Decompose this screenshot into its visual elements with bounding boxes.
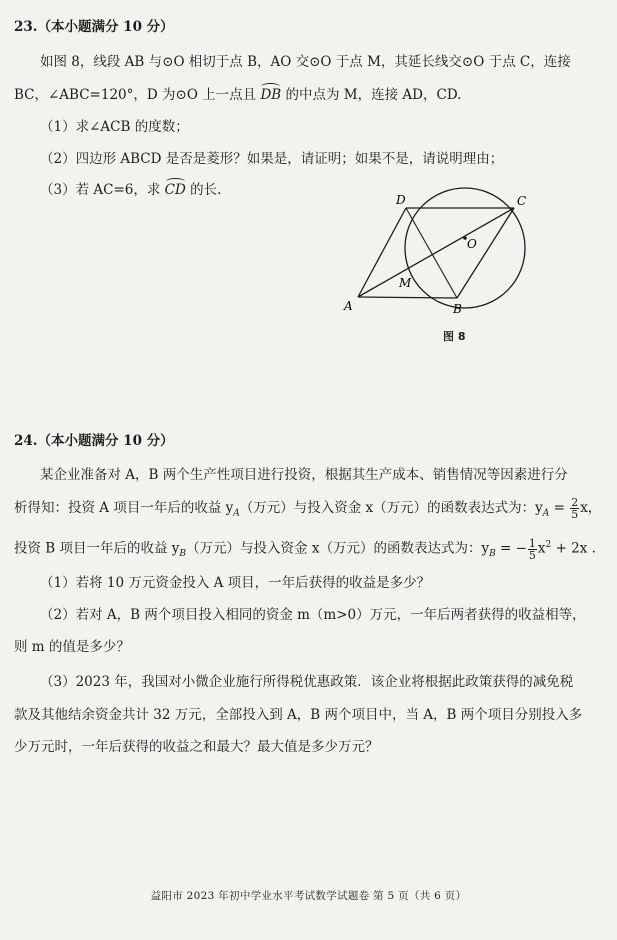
figure-8 bbox=[340, 180, 560, 330]
q24-sub-a1: A bbox=[233, 508, 240, 519]
q24-stem-line3-a: 投资 B 项目一年后的收益 y bbox=[14, 540, 180, 557]
q24-part2-line2: 则 m 的值是多少？ bbox=[14, 639, 130, 655]
fraction-1-5 bbox=[528, 538, 537, 561]
q24-stem-line2 bbox=[14, 497, 601, 523]
label-d: D bbox=[396, 193, 406, 207]
fraction-2-5-den: 5 bbox=[571, 508, 579, 521]
fraction-1-5-num: 1 bbox=[528, 536, 536, 550]
q24-stem-line3-d: + 2x . bbox=[551, 540, 596, 557]
q24-stem-line2-b: （万元）与投入资金 x（万元）的函数表达式为：y bbox=[239, 500, 543, 516]
q24-stem-line3-eq: = − bbox=[495, 540, 527, 557]
q23-part2: （2）四边形 ABCD 是否是菱形？如果是，请证明；如果不是，请说明理由； bbox=[40, 151, 504, 167]
label-c: C bbox=[517, 194, 527, 208]
q23-part3-a: （3）若 AC=6，求 bbox=[40, 182, 165, 198]
fraction-1-5-den: 5 bbox=[528, 548, 536, 562]
fraction-2-5-num: 2 bbox=[571, 496, 579, 509]
q24-stem-line1: 某企业准备对 A，B 两个生产性项目进行投资，根据其生产成本、销售情况等因素进行分 bbox=[40, 467, 568, 483]
q23-stem-line1: 如图 8，线段 AB 与⊙O 相切于点 B，AO 交⊙O 于点 M，其延长线交⊙O 于点 C，连接 bbox=[40, 54, 571, 70]
q23-stem-line2-a: BC，∠ABC=120°，D 为⊙O 上一点且 bbox=[14, 87, 261, 103]
label-o: O bbox=[467, 237, 477, 251]
q23-part3 bbox=[40, 181, 221, 199]
figure-8-caption: 图 8 bbox=[443, 330, 466, 343]
q24-sub-b2: B bbox=[489, 549, 496, 560]
q24-sub-b1: B bbox=[179, 549, 187, 560]
segment-db bbox=[406, 208, 457, 298]
circle-o bbox=[405, 188, 525, 308]
q24-stem-line3-b: （万元）与投入资金 x（万元）的函数表达式为：y bbox=[186, 540, 490, 557]
arc-cd: CD bbox=[164, 182, 186, 198]
q23-heading: 23.（本小题满分 10 分） bbox=[14, 19, 174, 35]
q23-part3-b: 的长. bbox=[185, 182, 222, 198]
q24-part2-line1: （2）若对 A，B 两个项目投入相同的资金 m（m>0）万元，一年后两者获得的收益相等， bbox=[40, 607, 586, 623]
q23-stem-line2 bbox=[14, 86, 461, 104]
q24-part1: （1）若将 10 万元资金投入 A 项目，一年后获得的收益是多少？ bbox=[40, 575, 431, 591]
page-footer: 益阳市 2023 年初中学业水平考试数学试题卷 第 5 页（共 6 页） bbox=[150, 890, 467, 902]
q24-stem-line2-c: x， bbox=[580, 500, 602, 516]
q23-stem-line2-b: 的中点为 M，连接 AD，CD. bbox=[281, 87, 462, 103]
label-m: M bbox=[399, 276, 412, 290]
q23-part1: （1）求∠ACB 的度数； bbox=[40, 119, 189, 135]
segment-ab bbox=[358, 297, 457, 298]
q24-part3-line3: 少万元时，一年后获得的收益之和最大？最大值是多少万元？ bbox=[14, 739, 379, 755]
q24-part3-line1: （3）2023 年，我国对小微企业施行所得税优惠政策．该企业将根据此政策获得的减免税 bbox=[40, 674, 574, 690]
q24-stem-line3-c: x bbox=[537, 540, 546, 557]
label-b: B bbox=[453, 302, 462, 316]
q24-stem-line2-eq: = bbox=[549, 500, 570, 516]
arc-db: DB bbox=[260, 87, 282, 103]
q24-heading: 24.（本小题满分 10 分） bbox=[14, 433, 174, 449]
q24-stem-line2-a: 析得知：投资 A 项目一年后的收益 y bbox=[14, 500, 234, 516]
q24-part3-line2: 款及其他结余资金共计 32 万元，全部投入到 A，B 两个项目中，当 A，B 两个项目分别投入多 bbox=[14, 707, 583, 723]
q24-sup-2: 2 bbox=[545, 540, 552, 550]
q24-stem-line3 bbox=[14, 536, 596, 563]
fraction-2-5 bbox=[570, 497, 579, 520]
q24-sub-a2: A bbox=[542, 508, 550, 519]
segment-bc bbox=[457, 208, 514, 298]
label-a: A bbox=[344, 299, 353, 313]
